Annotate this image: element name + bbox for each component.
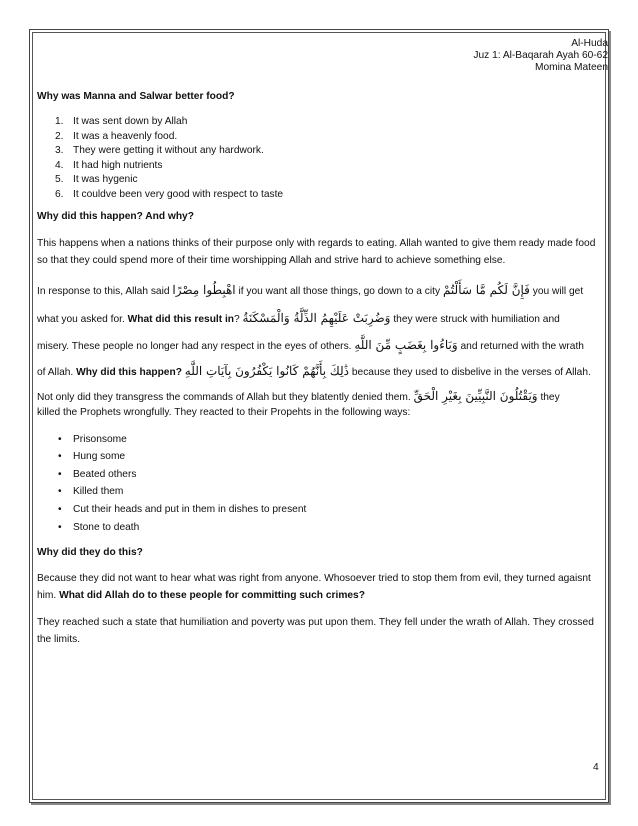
paragraph-limits: They reached such a state that humiliation and poverty was put upon them. They fell under the wrath of Allah. They crossed the limits.	[37, 617, 594, 646]
list-number: 2.	[55, 130, 64, 142]
heading-why-happen: Why did this happen? And why?	[37, 210, 194, 222]
reactions-list	[37, 431, 603, 537]
heading-manna-salwar: Why was Manna and Salwar better food?	[37, 91, 235, 102]
text: Not only did they transgress the commands of Allah but they blatently denied them.	[37, 391, 411, 403]
arabic-verse: اهْبِطُوا مِصْرًا	[172, 282, 236, 297]
text: In response to this, Allah said	[37, 285, 170, 297]
list-item	[37, 501, 603, 519]
list-number: 4.	[55, 159, 64, 171]
list-item	[37, 431, 603, 449]
paragraph-misery	[37, 337, 603, 355]
text: because they used to disbelive in the verses of Allah.	[351, 366, 591, 378]
arabic-verse: فَإِنَّ لَكُم مَّا سَأَلْتُمْ	[442, 282, 530, 297]
arabic-verse: وَبَاءُوا بِغَضَبٍ مِّنَ اللَّهِ	[354, 337, 458, 352]
paragraph-transgress	[37, 389, 603, 420]
text: they were struck with humiliation and	[393, 313, 560, 325]
list-item	[37, 448, 603, 466]
text: Because they did not want to hear what was right from anyone. Whosoever tried to stop them from evil, they turned agaisnt him.	[37, 573, 591, 602]
list-text: Killed them	[73, 486, 124, 498]
list-item	[37, 466, 603, 484]
bold-question: What did this result in	[127, 313, 235, 325]
list-text: It was hygenic	[73, 174, 138, 186]
list-text: It couldve been very good with respect to taste	[73, 188, 284, 200]
text: what you asked for.	[37, 313, 125, 325]
text: of Allah.	[37, 366, 74, 378]
header-line-1: Al-Huda	[571, 38, 608, 49]
header-line-2: Juz 1: Al-Baqarah Ayah 60-62	[473, 50, 608, 61]
list-number: 6.	[55, 188, 64, 200]
bold-question: Why did this happen?	[76, 366, 182, 378]
bullet-icon: •	[58, 451, 62, 463]
text: ?	[234, 313, 240, 325]
page-number: 4	[593, 762, 599, 773]
list-text: Cut their heads and put in them in dishes to present	[73, 503, 307, 515]
list-item	[37, 483, 603, 501]
list-item	[37, 115, 603, 130]
list-text: It was a heavenly food.	[73, 130, 178, 142]
text: if you want all those things, go down to a city	[238, 285, 441, 297]
arabic-verse: وَضُرِبَتْ عَلَيْهِمُ الذِّلَّةُ وَالْمَسْكَنَةُ	[242, 310, 391, 325]
list-text: Hung some	[73, 451, 126, 463]
list-number: 1.	[55, 116, 64, 127]
list-text: Stone to death	[73, 521, 140, 533]
text: and returned with the wrath	[460, 340, 584, 352]
paragraph-because	[37, 570, 603, 604]
list-number: 5.	[55, 174, 64, 186]
list-item	[37, 188, 603, 203]
bullet-icon: •	[58, 521, 62, 533]
bullet-icon: •	[58, 503, 62, 515]
list-text: It had high nutrients	[73, 159, 163, 171]
reasons-list	[37, 115, 603, 203]
paragraph-response	[37, 282, 603, 300]
list-item	[37, 519, 603, 537]
list-number: 3.	[55, 145, 64, 157]
paragraph-wrath	[37, 363, 603, 381]
list-text: Beated others	[73, 468, 137, 480]
bullet-icon: •	[58, 433, 62, 445]
text: they	[540, 391, 560, 403]
paragraph-result	[37, 310, 603, 328]
heading-why-do-this: Why did they do this?	[37, 547, 143, 559]
list-text: Prisonsome	[73, 433, 127, 445]
bullet-icon: •	[58, 486, 62, 498]
document-body	[37, 38, 608, 648]
arabic-verse: ذَٰلِكَ بِأَنَّهُمْ كَانُوا يَكْفُرُونَ بِآيَاتِ اللَّهِ	[184, 363, 350, 378]
text: misery. These people no longer had any respect in the eyes of others.	[37, 340, 352, 352]
list-item	[37, 173, 603, 188]
list-text: They were getting it without any hardwork.	[73, 145, 264, 157]
header-line-3: Momina Mateen	[534, 62, 608, 73]
bold-question: What did Allah do to these people for committing such crimes?	[59, 590, 365, 602]
paragraph-purpose: This happens when a nations thinks of their purpose only with regards to eating. Allah wanted to give them ready made food so that they could spend more of their time worshipping Allah and strive hard to achieve something else.	[37, 237, 596, 266]
list-text: It was sent down by Allah	[73, 116, 188, 127]
list-item	[37, 130, 603, 145]
text: killed the Prophets wrongfully. They reacted to their Propehts in the following ways:	[37, 406, 411, 418]
document-header	[37, 38, 608, 74]
list-item	[37, 144, 603, 159]
arabic-verse: وَيَقْتُلُونَ النَّبِيِّينَ بِغَيْرِ الْحَقِّ	[413, 388, 538, 403]
text: you will get	[532, 285, 584, 297]
list-item	[37, 159, 603, 174]
bullet-icon: •	[58, 468, 62, 480]
